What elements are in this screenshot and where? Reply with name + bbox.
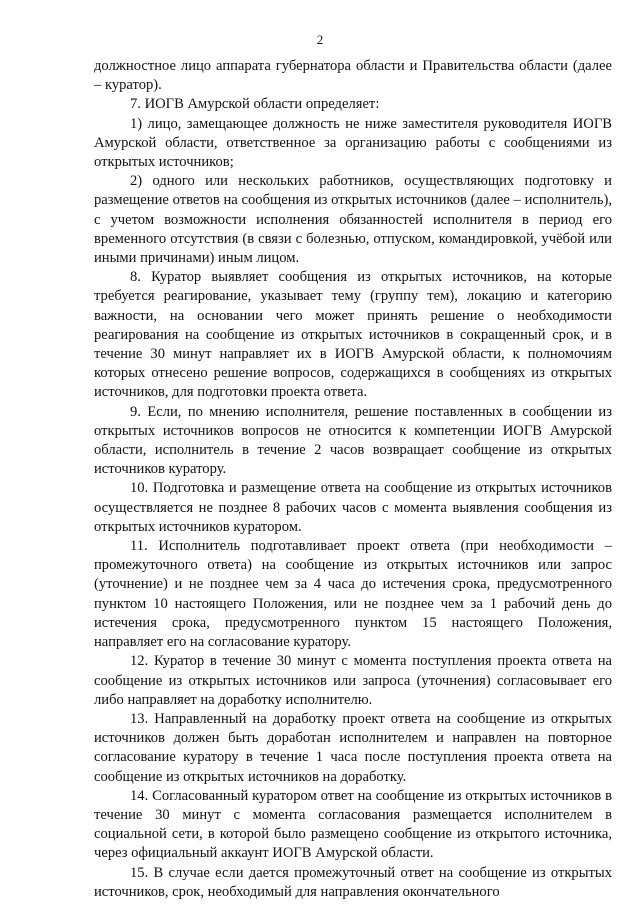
paragraph-subitem-2: 2) одного или нескольких работников, осуществляющих подготовку и размещение ответов на сообщения из открытых источников (далее – исполнитель), с учетом возможности исполнения обязанностей исполнителя в период его временного отсутствия (в связи с болезнью, отпуском, командировкой, учёбой или иными причинами) иным лицом. (94, 173, 612, 267)
paragraph-item-7: 7. ИОГВ Амурской области определяет: (130, 96, 380, 113)
paragraph-item-12: 12. Куратор в течение 30 минут с момента поступления проекта ответа на сообщение из открытых источников или запроса (уточнения) согласовывает его либо направляет на доработку исполнителю. (94, 653, 612, 708)
paragraph-item-9: 9. Если, по мнению исполнителя, решение поставленных в сообщении из открытых источников вопросов не относится к компетенции ИОГВ Амурской области, исполнитель в течение 2 часов возвращает сообщение из открытых источников куратору. (94, 403, 612, 478)
paragraph-item-14: 14. Согласованный куратором ответ на сообщение из открытых источников в течение 30 минут с момента согласования размещается исполнителем в социальной сети, в которой было размещено сообщение из открытого источника, через официальный аккаунт ИОГВ Амурской области. (94, 787, 612, 862)
paragraph-continuation: должностное лицо аппарата губернатора области и Правительства области (далее – куратор). (94, 58, 612, 94)
paragraph-subitem-1: 1) лицо, замещающее должность не ниже заместителя руководителя ИОГВ Амурской области, ответственное за организацию работы с сообщениями из открытых источников; (94, 115, 612, 171)
paragraph-item-11: 11. Исполнитель подготавливает проект ответа (при необходимости – промежуточного ответа) на сообщение из открытых источников или запрос (уточнение) и не позднее чем за 4 часа до истечения срока, предусмотренного пунктом 10 настоящего Положения, или не позднее чем за 1 рабочий день до истечения срока, предусмотренного пунктом 15 настоящего Положения, направляет его на согласование куратору. (94, 538, 612, 651)
paragraph-item-13: 13. Направленный на доработку проект ответа на сообщение из открытых источников должен быть доработан исполнителем и направлен на повторное согласование куратору в течение 1 часа после поступления проекта ответа на сообщение из открытых источников на доработку. (94, 710, 612, 785)
document-body (94, 57, 612, 902)
paragraph-item-8: 8. Куратор выявляет сообщения из открытых источников, на которые требуется реагирование, указывает тему (группу тем), локацию и категорию важности, на основании чего может принять решение о необходимости реагирования на сообщение из открытых источников в сокращенный срок, и в течение 30 минут направляет их в ИОГВ Амурской области, к полномочиям которых отнесено решение вопросов, содержащихся в сообщениях из открытых источников, для подготовки проекта ответа. (94, 269, 612, 401)
paragraph-item-10: 10. Подготовка и размещение ответа на сообщение из открытых источников осуществляется не позднее 8 рабочих часов с момента выявления сообщения из открытых источников куратором. (94, 480, 612, 535)
page-number: 2 (316, 32, 324, 47)
paragraph-item-15: 15. В случае если дается промежуточный ответ на сообщение из открытых источников, срок, необходимый для направления окончательного (94, 864, 612, 900)
